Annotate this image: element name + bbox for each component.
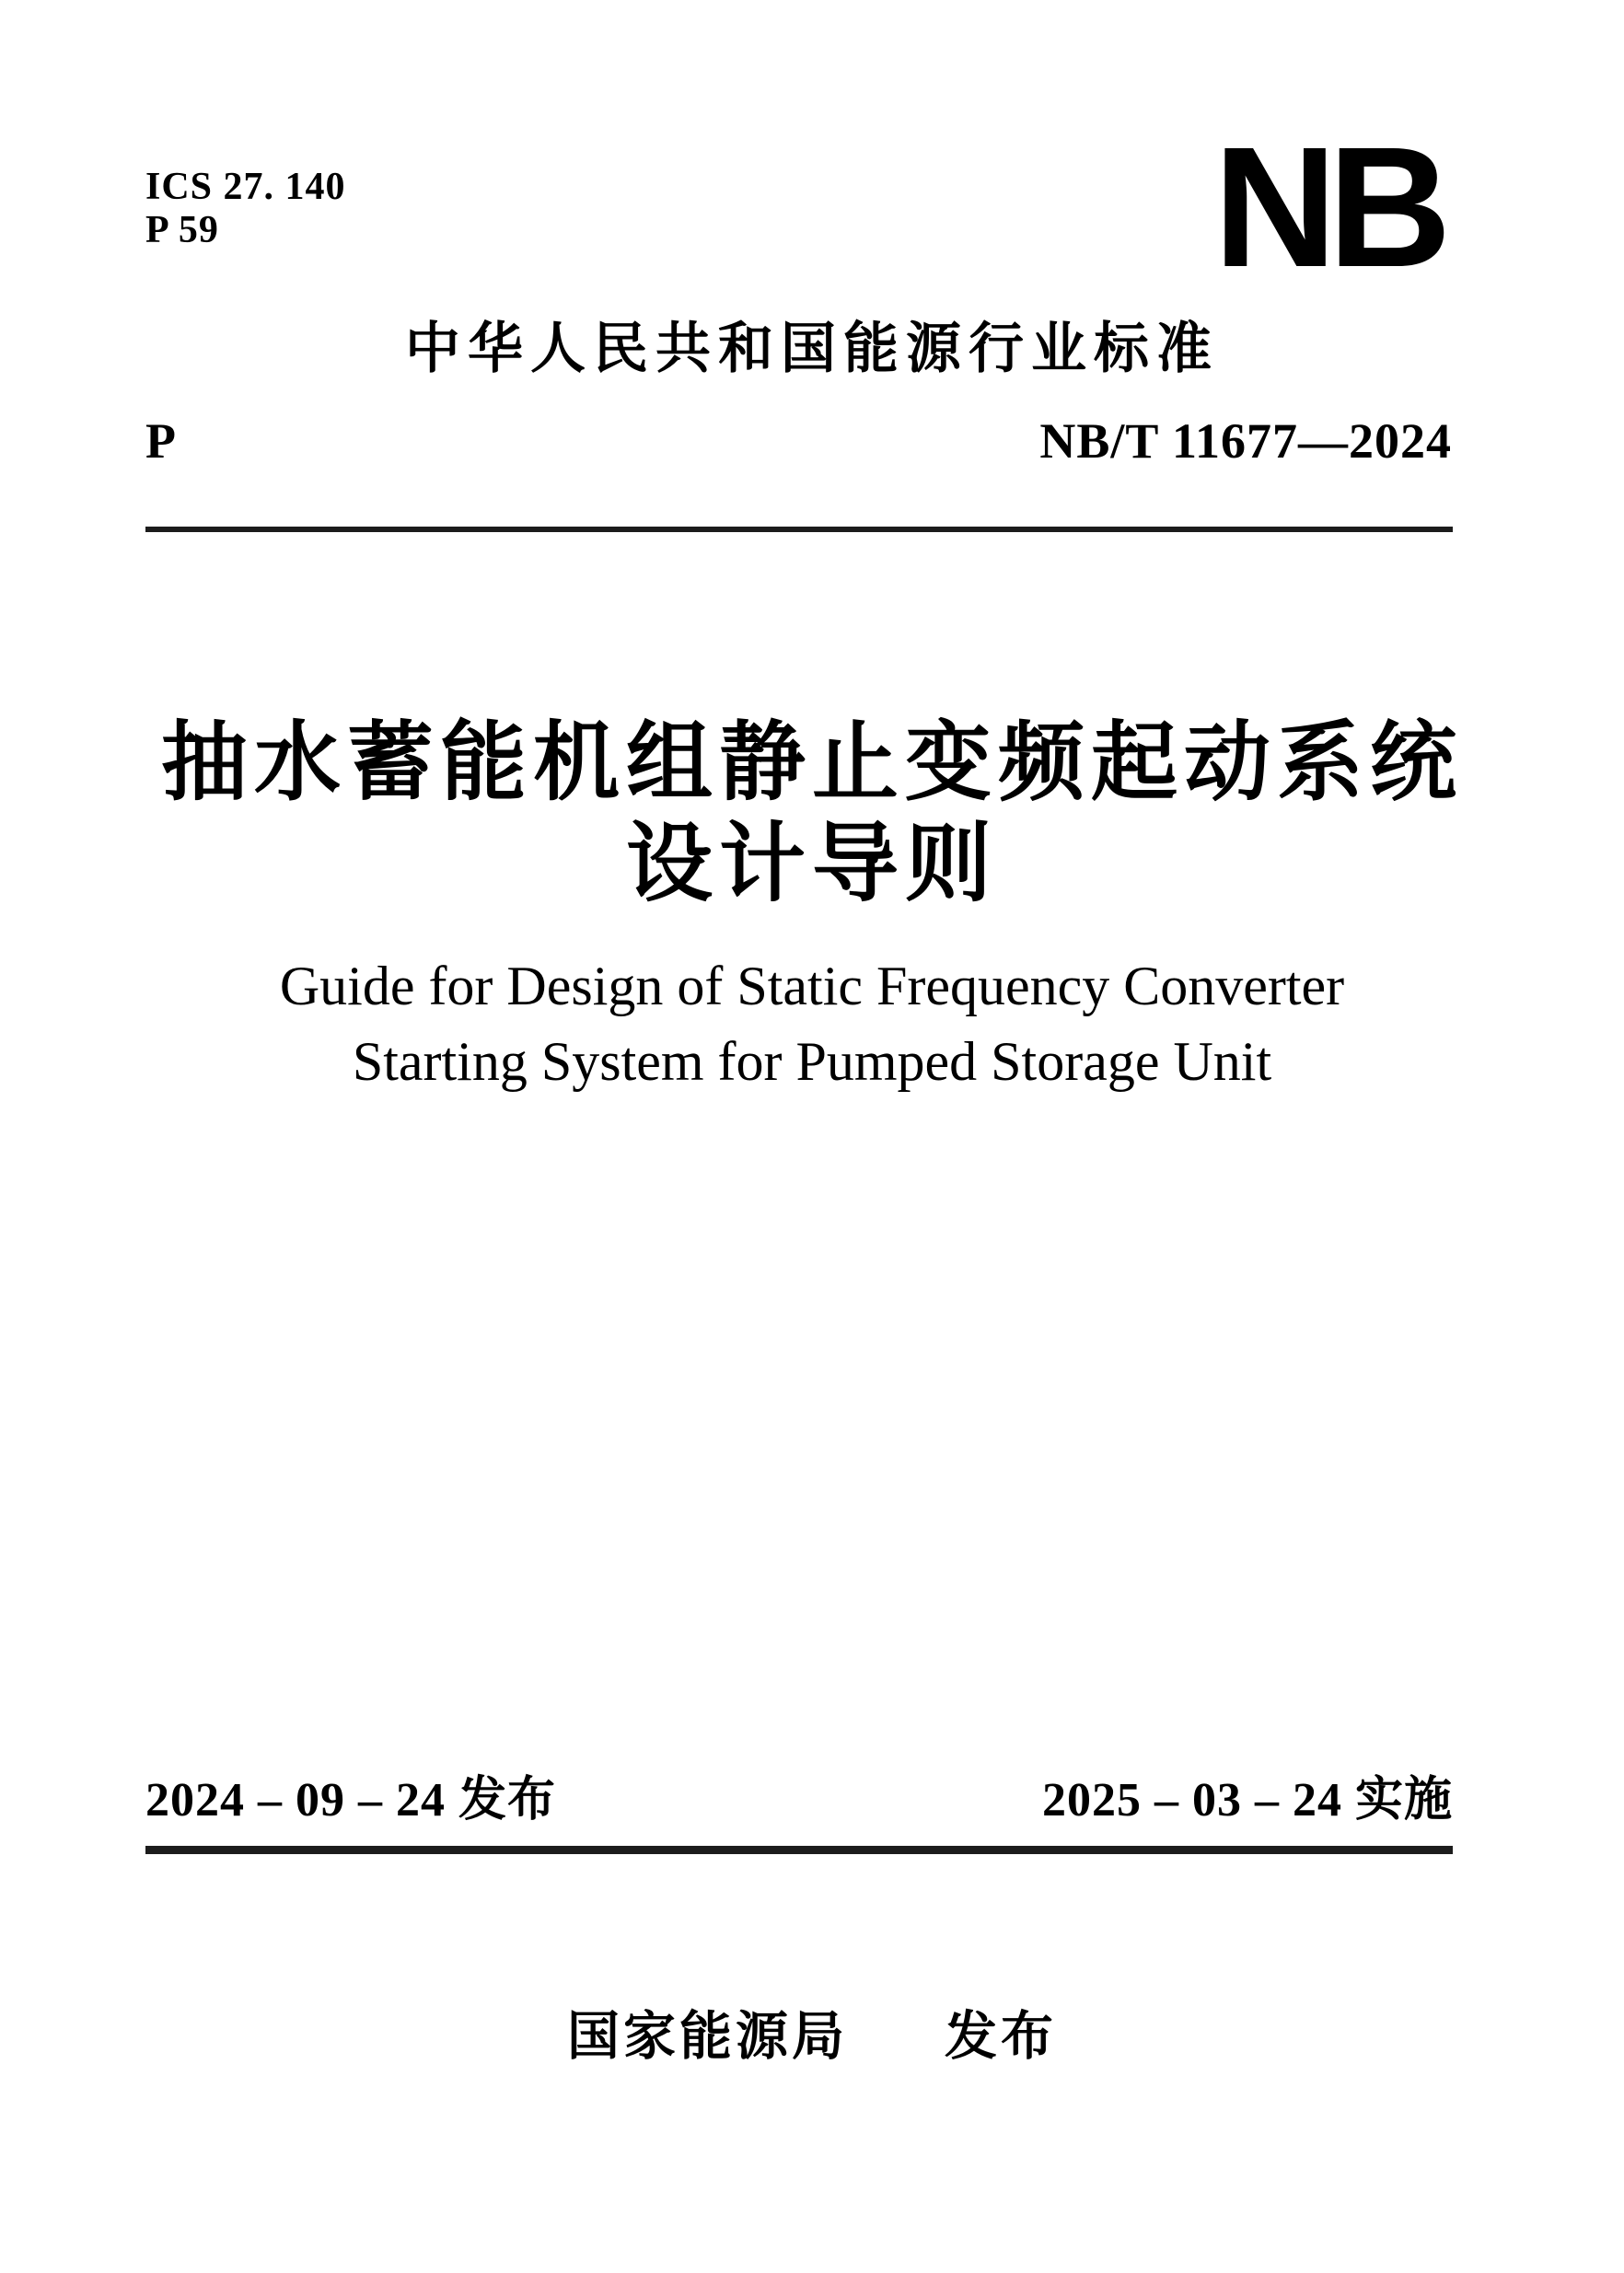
title-chinese-line-2: 设计导则 [625, 817, 998, 912]
top-divider-rule [145, 527, 1453, 532]
nb-logo: NB [1213, 112, 1443, 303]
standard-number: NB/T 11677—2024 [1039, 413, 1452, 469]
title-chinese [0, 713, 1624, 915]
standard-system-header: 中华人民共和国能源行业标准 [405, 318, 1219, 379]
title-english [0, 948, 1624, 1099]
title-chinese-line-1: 抽水蓄能机组静止变频起动系统 [160, 715, 1463, 811]
implementation-date: 2025 – 03 – 24 实施 [1041, 1774, 1453, 1827]
dates-row [145, 1775, 1453, 1827]
publisher-name: 国家能源局 [567, 2007, 848, 2066]
category-letter: P [145, 413, 176, 469]
issue-date: 2024 – 09 – 24 发布 [145, 1774, 557, 1827]
publisher-row [0, 2009, 1624, 2064]
title-english-line-1: Guide for Design of Static Frequency Converter [279, 956, 1345, 1016]
ics-classification-block [145, 166, 346, 252]
publisher-action: 发布 [945, 2007, 1057, 2066]
ics-code: ICS 27. 140 [145, 166, 346, 208]
title-english-line-2: Starting System for Pumped Storage Unit [352, 1031, 1272, 1092]
bottom-divider-rule [145, 1846, 1453, 1854]
classification-code: P 59 [145, 209, 219, 251]
